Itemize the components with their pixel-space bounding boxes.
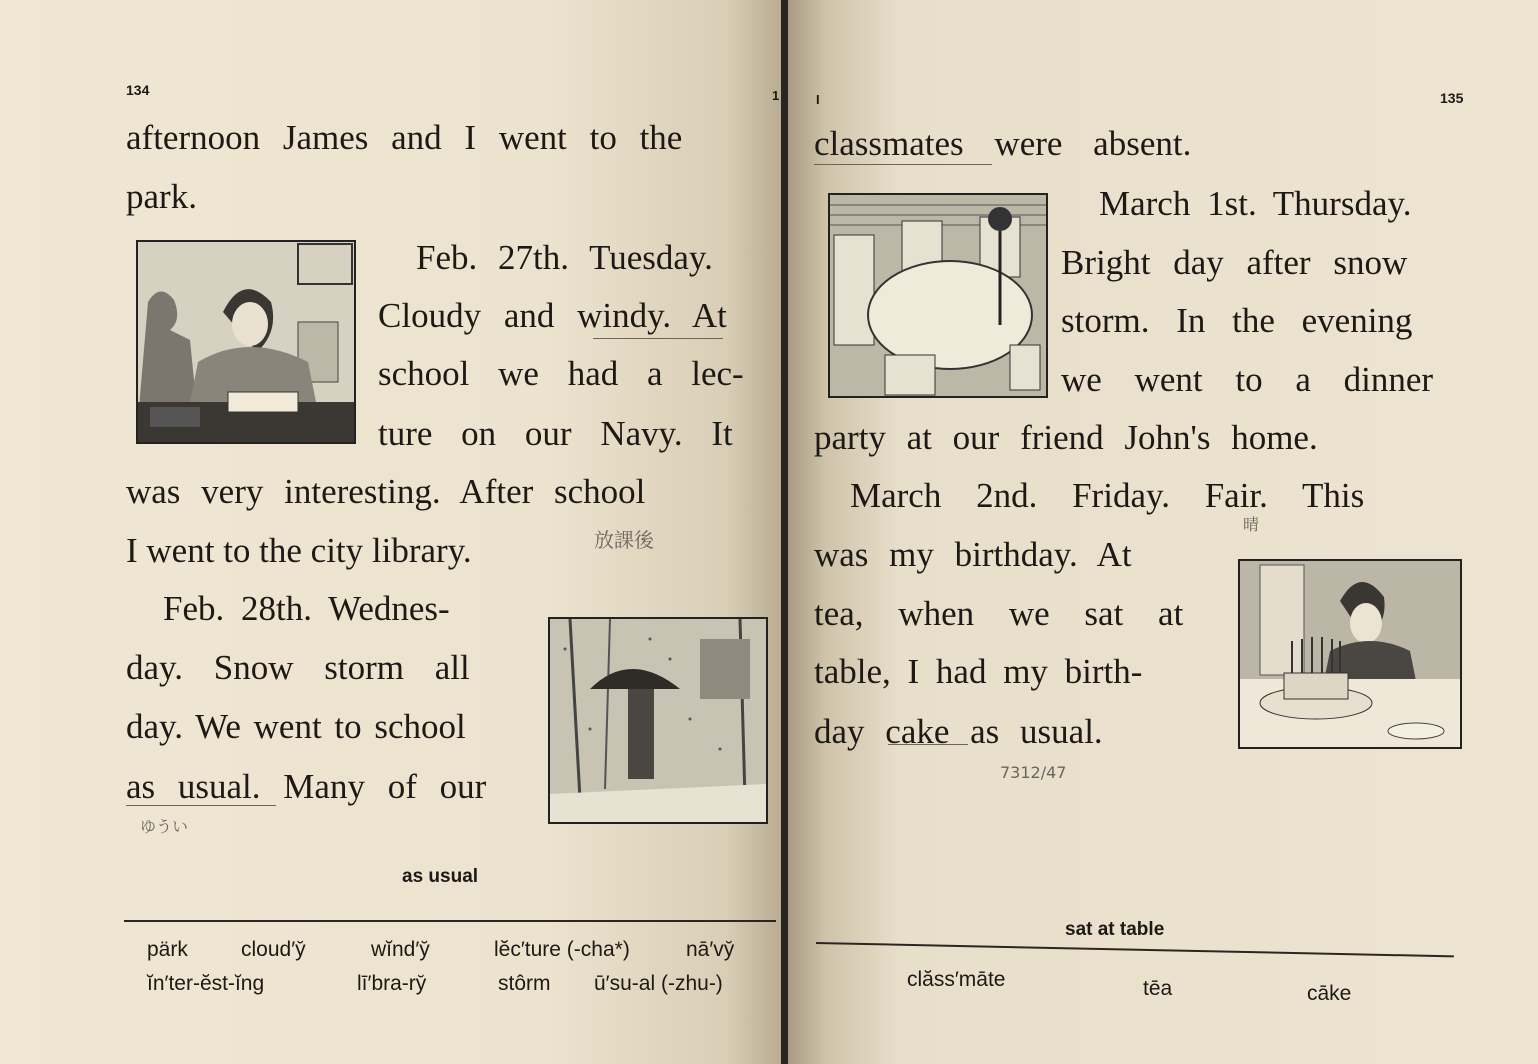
illustration-dinner-table [828,193,1048,398]
handwriting-note-2: 7312/47 [1000,763,1067,782]
vocab-title-left: as usual [402,866,479,887]
vocab-word: ĭn′ter-ĕst-ĭng [147,972,265,995]
vocab-word: lĕc′ture (-cha*) [494,938,630,961]
text-line-7: was very interesting. After school [126,472,646,511]
vocab-word: ū′su-al (-zhu-) [594,972,723,995]
text-line-2: park. [126,177,197,216]
text-line-9: tea, when we sat at [814,594,1184,633]
pencil-underline [814,164,992,165]
text-line-7: March 2nd. Friday. Fair. This [850,476,1365,515]
handwriting-note-1: 放課後 [594,528,654,552]
page-number-left: 134 [126,82,150,98]
text-line-3: Bright day after snow [1061,243,1408,282]
illustration-snow-storm [548,617,768,824]
text-line-11: day. We went to school [126,707,466,746]
vocab-word: lī′bra-ry̆ [357,972,427,995]
corner-mark-left: 1 [772,88,780,103]
text-line-1: classmates were absent. [814,124,1192,163]
text-line-12: as usual. Many of our [126,767,487,806]
text-line-4: storm. In the evening [1061,301,1413,340]
book-gutter [781,0,788,1064]
vocab-title-right: sat at table [1065,919,1165,940]
text-line-11: day cake as usual. [814,712,1103,751]
vocab-divider-right [816,942,1454,957]
corner-mark-right: I [816,92,820,107]
text-line-2: March 1st. Thursday. [1099,184,1412,223]
text-line-8: was my birthday. At [814,535,1132,574]
pencil-underline [593,338,723,339]
handwriting-note-1: 晴 [1243,515,1260,534]
text-line-1: afternoon James and I went to the [126,118,683,157]
page-number-right: 135 [1440,90,1464,106]
pencil-underline [126,805,276,806]
handwriting-note-2: ゆうい [140,817,189,836]
vocab-divider-left [124,920,776,922]
text-line-6: party at our friend John's home. [814,418,1318,457]
text-line-5: we went to a dinner [1061,360,1434,399]
text-line-10: table, I had my birth- [814,652,1143,691]
vocab-word: stôrm [498,972,551,995]
vocab-word: clăss′māte [907,968,1006,991]
pencil-underline [888,744,968,745]
vocab-word: cloud′y̆ [241,938,306,961]
text-line-10: day. Snow storm all [126,648,470,687]
text-line-9: Feb. 28th. Wednes- [163,589,450,628]
vocab-word: tēa [1143,977,1173,1000]
text-line-6: ture on our Navy. It [378,414,733,453]
vocab-word: pärk [147,938,188,961]
vocab-word: nā′vy̆ [686,938,735,961]
illustration-birthday-cake [1238,559,1462,749]
right-page [788,0,1538,1064]
vocab-word: cāke [1307,982,1352,1005]
vocab-word: wĭnd′y̆ [371,938,430,961]
illustration-girl-reading [136,240,356,444]
text-line-3: Feb. 27th. Tuesday. [416,238,713,277]
text-line-4: Cloudy and windy. At [378,296,727,335]
text-line-8: I went to the city library. [126,531,472,570]
text-line-5: school we had a lec- [378,354,744,393]
